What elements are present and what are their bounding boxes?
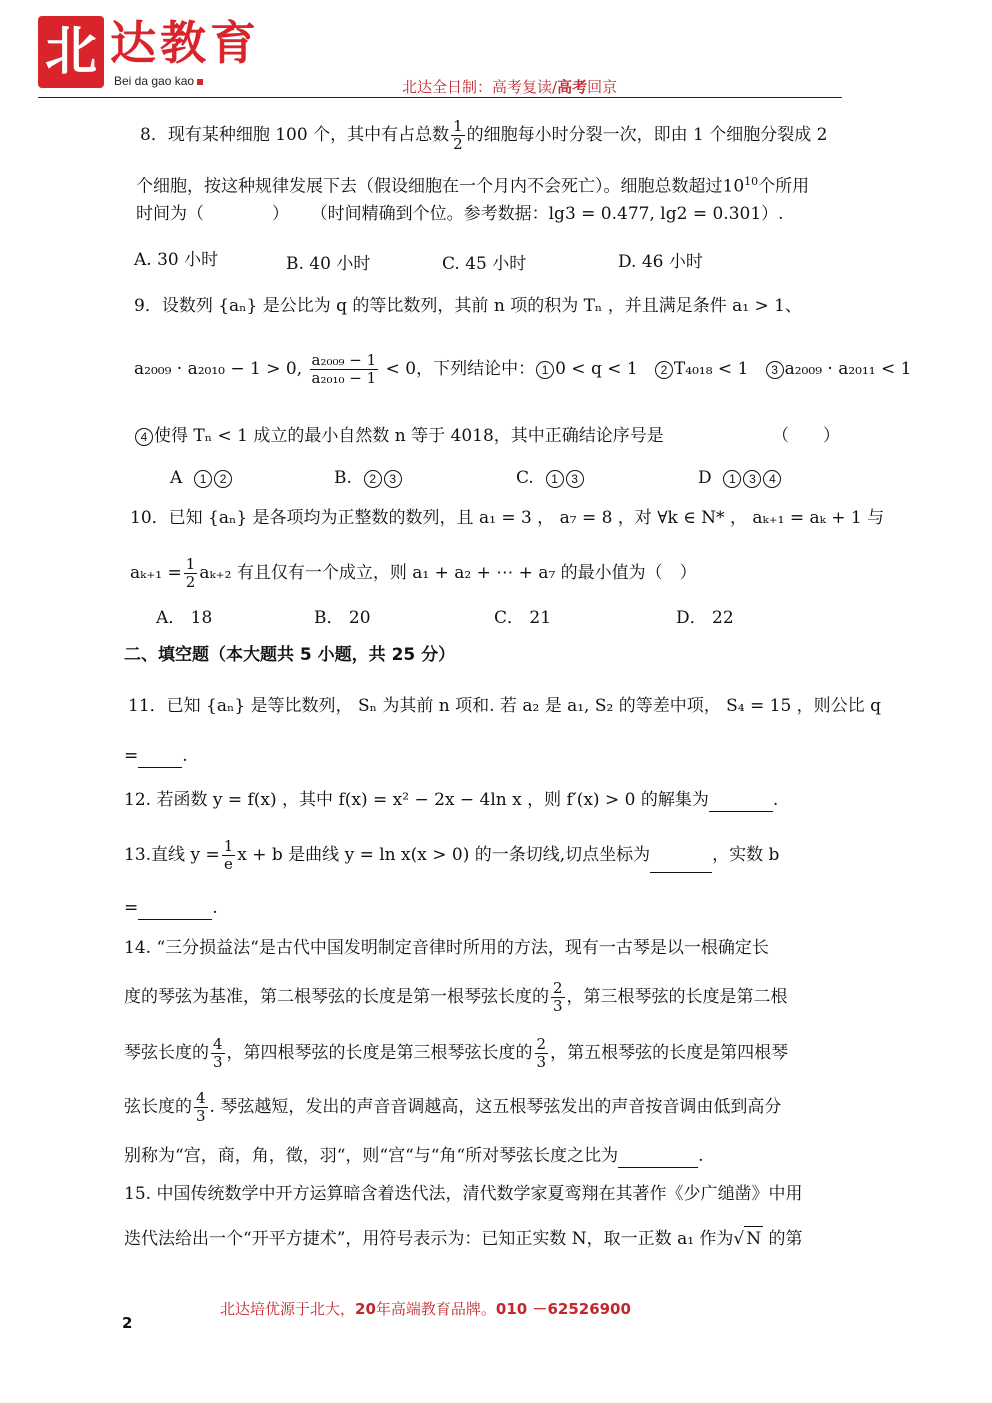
q15-line1: 15. 中国传统数学中开方运算暗含着迭代法，清代数学家夏鸾翔在其著作《少广缒凿》中用 (124, 1184, 803, 1204)
q10-option-b: B． 20 (314, 608, 371, 628)
square-icon (197, 79, 203, 85)
fraction: $\frac{1}{2}$ (185, 555, 196, 591)
q8-option-b: B. 40 小时 (286, 254, 371, 274)
logo-mark (38, 16, 104, 88)
header-divider (38, 97, 842, 98)
fraction: $\frac{1}{e}$ (223, 837, 234, 873)
q9-answer-paren: （ ） (772, 426, 840, 446)
q9-option-b: B. 2 3 (334, 466, 403, 490)
q10-option-a: A． 18 (156, 608, 213, 628)
footer-slogan: 北达培优源于北大，20年高端教育品牌。010 －62526900 (220, 1300, 631, 1318)
q11-line1: 11．已知 {aₙ} 是等比数列， Sₙ 为其前 n 项和. 若 a₂ 是 a₁, S₂ 的等差中项， S₄ = 15 ，则公比 q (128, 696, 881, 716)
q9-option-a: A 1 2 (170, 466, 233, 490)
circled-number-1: 1 (536, 361, 554, 379)
q9-line3: 4 使得 Tₙ < 1 成立的最小自然数 n 等于 4018，其中正确结论序号是 (134, 424, 664, 448)
q8-line3: 时间为（ ） （时间精确到个位。参考数据：lg3 = 0.477, lg2 = 0.301）. (136, 204, 784, 224)
circled-number-2: 2 (655, 361, 673, 379)
brand-pinyin: Bei da gao kao (114, 74, 203, 88)
q8-line1: 8．现有某种细胞 100 个，其中有占总数 $\frac{1}{2}$ 的细胞每小时分裂一次，即由 1 个细胞分裂成 2 (140, 117, 828, 153)
answer-blank[interactable] (650, 872, 712, 873)
q14-line3: 琴弦长度的 $\frac{4}{3}$ ，第四根琴弦的长度是第三根琴弦长度的 $\frac{2}{3}$ ，第五根琴弦的长度是第四根琴 (124, 1035, 789, 1071)
logo-char: 北 (44, 22, 97, 82)
q8-line2: 个细胞，按这种规律发展下去（假设细胞在一个月内不会死亡）。细胞总数超过$10^{10}$个所用 (136, 175, 810, 197)
circled-number-4: 4 (135, 428, 153, 446)
q14-line1: 14. “三分损益法“是古代中国发明制定音律时所用的方法，现有一古琴是以一根确定长 (124, 938, 769, 958)
q9-option-d: D 1 3 4 (698, 466, 782, 490)
q10-option-d: D． 22 (676, 608, 734, 628)
q13-line1: 13.直线 y = $\frac{1}{e}$ x + b 是曲线 y = ln x(x > 0) 的一条切线,切点坐标为 ，实数 b (124, 837, 780, 873)
answer-blank[interactable] (618, 1167, 698, 1168)
q15-line2: 迭代法给出一个“开平方捷术”，用符号表示为：已知正实数 N，取一正数 a₁ 作为√ N 的第 (124, 1226, 803, 1251)
circled-number-3: 3 (766, 361, 784, 379)
header-tagline: 北达全日制：高考复读/高考回京 (402, 78, 618, 96)
answer-blank[interactable] (709, 811, 773, 812)
q12-line1: 12. 若函数 y = f(x) ，其中 f(x) = x² − 2x − 4ln x ，则 f′(x) > 0 的解集为 . (124, 790, 779, 810)
q13-line2: = . (124, 898, 218, 918)
q10-line1: 10．已知 {aₙ} 是各项均为正整数的数列，且 a₁ = 3 ， a₇ = 8 ，对 ∀k ∈ N* ， aₖ₊₁ = aₖ + 1 与 (130, 508, 885, 528)
brand-name: 达教育 (110, 16, 260, 70)
q14-line5: 别称为“宫，商，角，徵，羽“，则“宫“与“角“所对琴弦长度之比为 . (124, 1146, 704, 1166)
q14-line2: 度的琴弦为基准，第二根琴弦的长度是第一根琴弦长度的 $\frac{2}{3}$ ，第三根琴弦的长度是第二根 (124, 979, 788, 1015)
q11-line2: = . (124, 746, 188, 766)
q9-line2: a₂₀₀₉ · a₂₀₁₀ − 1 > 0, $\frac{\text{a₂₀₀₉ − 1}}{\text{a₂₀₁₀ − 1}}$ < 0，下列结论中： 1 0 < q < 1 2 T₄₀₁₈ < 1 3 a₂₀₀₉ · a₂₀₁₁ < 1 (134, 351, 912, 387)
q9-line1: 9．设数列 {aₙ} 是公比为 q 的等比数列，其前 n 项的积为 Tₙ ，并且满足条件 a₁ > 1、 (134, 296, 802, 316)
q14-line4: 弦长度的 $\frac{4}{3}$ . 琴弦越短，发出的声音音调越高，这五根琴弦发出的声音按音调由低到高分 (124, 1089, 782, 1125)
section-heading: 二、填空题（本大题共 5 小题，共 25 分） (124, 645, 456, 665)
q8-option-d: D. 46 小时 (618, 252, 703, 272)
exponent: 10 (744, 175, 759, 188)
q8-option-c: C. 45 小时 (442, 254, 527, 274)
fraction: $\frac{1}{2}$ (453, 117, 463, 153)
answer-blank[interactable] (138, 767, 182, 768)
q8-option-a: A. 30 小时 (134, 250, 219, 270)
q10-line2: aₖ₊₁ = $\frac{1}{2}$ aₖ₊₂ 有且仅有一个成立，则 a₁ + a₂ + ⋯ + a₇ 的最小值为（ ） (130, 555, 697, 591)
answer-blank[interactable] (138, 919, 212, 920)
q10-option-c: C． 21 (494, 608, 552, 628)
page-number: 2 (122, 1314, 133, 1332)
q9-option-c: C. 1 3 (516, 466, 585, 490)
fraction: $\frac{\text{a₂₀₀₉ − 1}}{\text{a₂₀₁₀ − 1}}$ (311, 351, 377, 387)
